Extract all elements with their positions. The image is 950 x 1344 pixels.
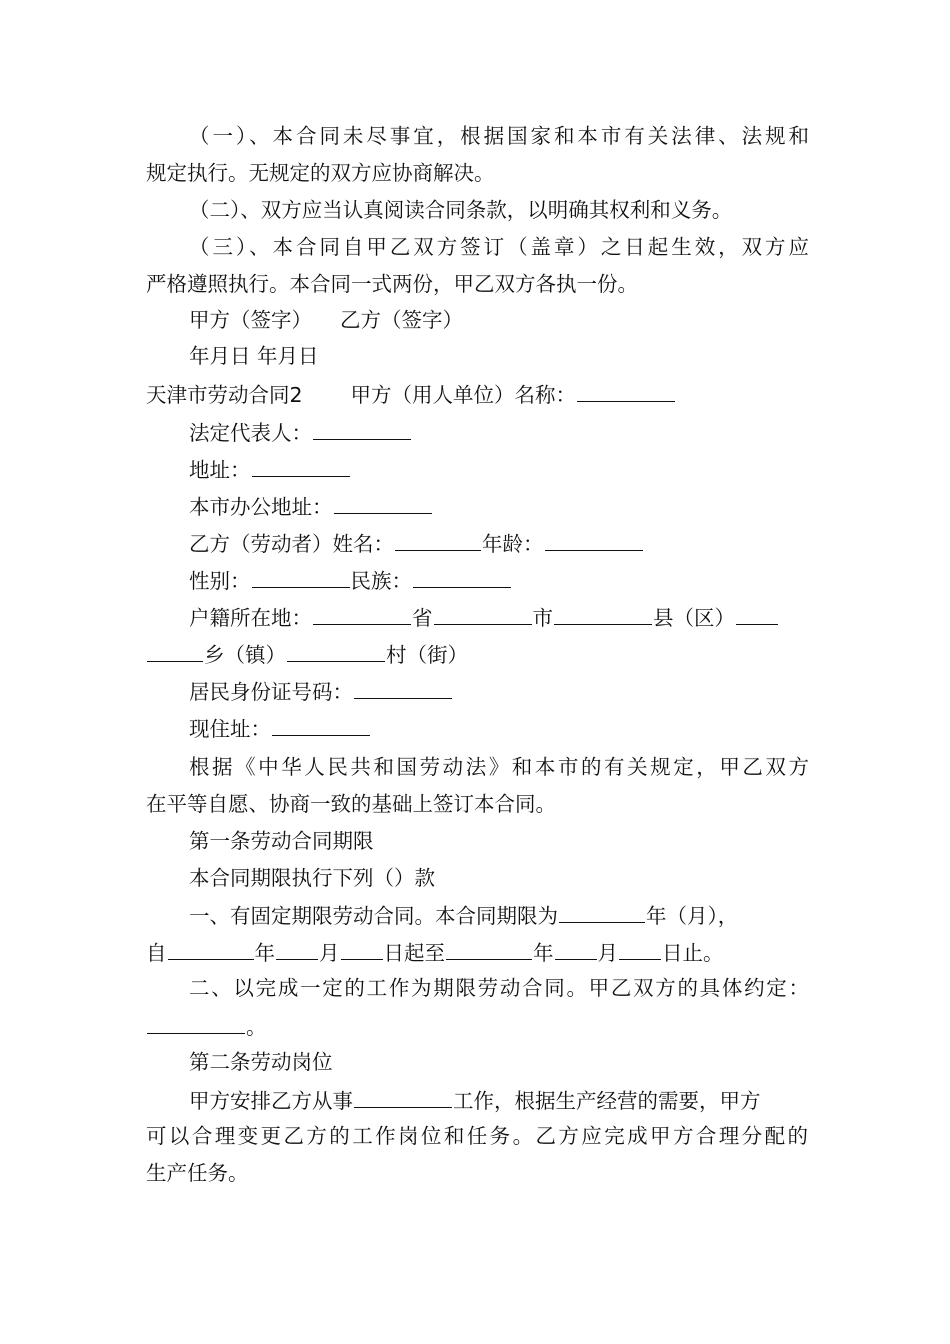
article-1-title: 第一条劳动合同期限	[189, 829, 374, 853]
text: 二、以完成一定的工作为期限劳动合同。甲乙双方的具体约定：	[189, 976, 809, 1000]
form-line	[189, 450, 809, 487]
contract-title: 天津市劳动合同2	[146, 383, 303, 407]
start-to-label: 日起至	[383, 941, 445, 965]
form-line	[189, 598, 814, 635]
legal-rep-label: 法定代表人：	[189, 421, 312, 445]
employer-name-label: 甲方（用人单位）名称：	[350, 383, 577, 407]
paragraph-line	[146, 1155, 808, 1192]
paragraph-line	[189, 860, 809, 897]
section-heading	[189, 1044, 809, 1081]
text: 根据《中华人民共和国劳动法》和本市的有关规定，甲乙双方	[189, 755, 809, 779]
form-line	[189, 524, 809, 561]
text: 本合同期限执行下列（）款	[189, 866, 435, 890]
paragraph-line	[189, 118, 809, 155]
current-address-label: 现住址：	[189, 717, 271, 741]
province-field[interactable]	[313, 598, 411, 625]
text: （一）、本合同未尽事宜，根据国家和本市有关法律、法规和	[189, 124, 809, 148]
township-label: 乡（镇）	[204, 643, 286, 667]
text: （二）、双方应当认真阅读合同条款，以明确其权利和义务。	[189, 198, 733, 222]
term-years-field[interactable]	[559, 896, 645, 923]
term-unit-label: 年（月），	[646, 904, 739, 928]
office-address-label: 本市办公地址：	[189, 495, 333, 519]
township-field-start[interactable]	[736, 598, 778, 625]
gender-label: 性别：	[189, 569, 251, 593]
article-2-title: 第二条劳动岗位	[189, 1050, 333, 1074]
paragraph-line	[189, 192, 809, 229]
month-label: 月	[319, 941, 340, 965]
start-year-field[interactable]	[168, 933, 254, 960]
period-mark: 。	[246, 1015, 267, 1039]
form-line	[189, 672, 809, 709]
form-line	[189, 1081, 809, 1118]
township-field[interactable]	[147, 635, 203, 662]
ethnicity-field[interactable]	[413, 561, 511, 588]
county-label: 县（区）	[653, 606, 735, 630]
village-label: 村（街）	[386, 643, 468, 667]
county-field[interactable]	[554, 598, 652, 625]
date-line	[189, 338, 809, 375]
end-year-field[interactable]	[446, 933, 532, 960]
agreement-field[interactable]	[147, 1007, 245, 1034]
form-line	[146, 1007, 808, 1044]
text: 生产任务。	[146, 1161, 249, 1185]
paragraph-line	[189, 749, 809, 786]
paragraph-line	[146, 155, 808, 192]
gender-field[interactable]	[252, 561, 350, 588]
contract-title-line	[146, 375, 846, 412]
village-field[interactable]	[287, 635, 385, 662]
start-day-field[interactable]	[341, 933, 383, 960]
age-label: 年龄：	[482, 532, 544, 556]
province-label: 省	[412, 606, 433, 630]
worker-name-field[interactable]	[395, 524, 481, 551]
end-day-field[interactable]	[619, 933, 661, 960]
fixed-term-text: 一、有固定期限劳动合同。本合同期限为	[189, 904, 558, 928]
employer-name-field[interactable]	[577, 375, 675, 402]
form-line	[189, 487, 809, 524]
household-label: 户籍所在地：	[189, 606, 312, 630]
sign-dates: 年月日 年月日	[189, 344, 319, 368]
form-line	[146, 933, 826, 970]
current-address-field[interactable]	[272, 709, 370, 736]
address-field[interactable]	[252, 450, 350, 477]
office-address-field[interactable]	[334, 487, 432, 514]
worker-name-label: 乙方（劳动者）姓名：	[189, 532, 394, 556]
from-label: 自	[146, 941, 167, 965]
party-b-sign: 乙方（签字）	[340, 308, 463, 332]
paragraph-line	[146, 786, 808, 823]
form-line	[189, 561, 809, 598]
form-line	[189, 896, 814, 933]
text: （三）、本合同自甲乙双方签订（盖章）之日起生效，双方应	[189, 235, 809, 259]
ethnicity-label: 民族：	[350, 569, 412, 593]
paragraph-line	[146, 1118, 808, 1155]
job-field[interactable]	[354, 1081, 452, 1108]
text: 在平等自愿、协商一致的基础上签订本合同。	[146, 792, 556, 816]
end-month-field[interactable]	[555, 933, 597, 960]
end-label: 日止。	[662, 941, 724, 965]
id-number-label: 居民身份证号码：	[189, 680, 353, 704]
legal-rep-field[interactable]	[313, 413, 411, 440]
signature-line	[189, 302, 809, 339]
city-field[interactable]	[434, 598, 532, 625]
section-heading	[189, 823, 809, 860]
text: 可以合理变更乙方的工作岗位和任务。乙方应完成甲方合理分配的	[146, 1124, 808, 1148]
paragraph-line	[189, 970, 809, 1007]
id-number-field[interactable]	[354, 672, 452, 699]
text: 严格遵照执行。本合同一式两份，甲乙双方各执一份。	[146, 272, 638, 296]
paragraph-line	[146, 266, 808, 303]
year-label: 年	[254, 941, 275, 965]
party-a-sign: 甲方（签字）	[189, 308, 312, 332]
text: 规定执行。无规定的双方应协商解决。	[146, 161, 495, 185]
form-line	[189, 413, 809, 450]
age-field[interactable]	[545, 524, 643, 551]
year-label: 年	[533, 941, 554, 965]
job-text: 甲方安排乙方从事	[189, 1089, 353, 1113]
form-line	[146, 635, 808, 672]
month-label: 月	[597, 941, 618, 965]
job-text-cont: 工作，根据生产经营的需要，甲方	[453, 1089, 761, 1113]
paragraph-line	[189, 229, 809, 266]
form-line	[189, 709, 809, 746]
start-month-field[interactable]	[276, 933, 318, 960]
address-label: 地址：	[189, 458, 251, 482]
city-label: 市	[532, 606, 553, 630]
